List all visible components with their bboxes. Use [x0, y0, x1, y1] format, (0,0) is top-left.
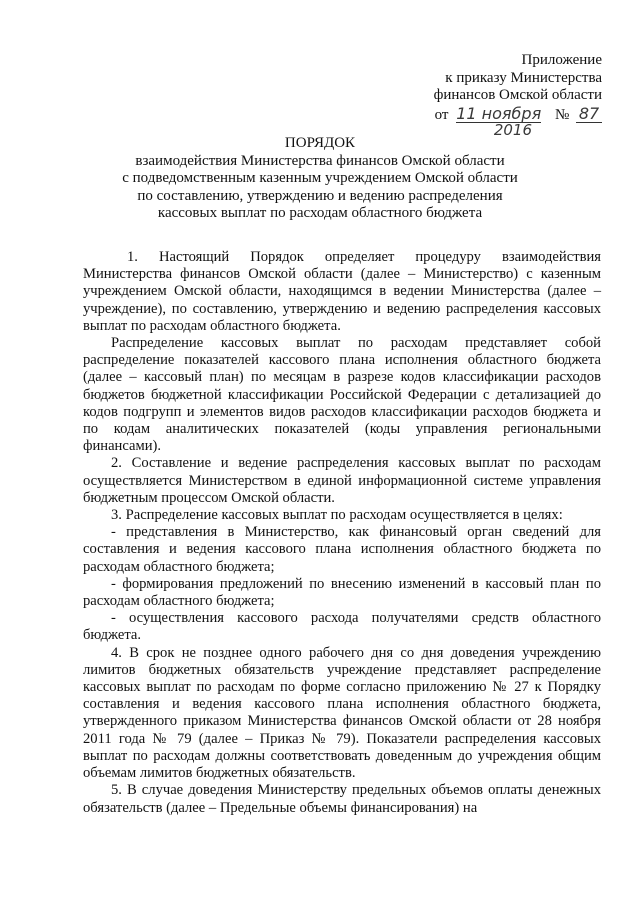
order-date-number — [402, 103, 602, 139]
paragraph-3-item-1: - представления в Министерство, как финансовый орган сведений для составления и ведения кассового плана исполнения областного бюджета по расходам областного бюджета; — [83, 524, 601, 575]
title-line-2: с подведомственным казенным учреждением Омской области — [122, 170, 518, 186]
paragraph-3: 3. Распределение кассовых выплат по расходам осуществляется в целях: — [111, 507, 563, 524]
number-label: № — [554, 106, 570, 123]
title-line-3: по составлению, утверждению и ведению распределения — [137, 187, 503, 204]
paragraph-1: 1. Настоящий Порядок определяет процедуру взаимодействия Министерства финансов Омской области (далее – Министерство) с казенным учреждением Омской области, находящимся в ведении Министерства (далее – учреждение), по составлению, утверждению и ведению распределения кассовых выплат по расходам областного бюджета. — [83, 249, 601, 334]
document-title — [100, 135, 540, 223]
from-label: от — [434, 106, 449, 123]
paragraph-2: 2. Составление и ведение распределения кассовых выплат по расходам осуществляется Министерством в единой информационной системе управления бюджетным процессом Омской области. — [83, 455, 601, 506]
paragraph-3-item-3: - осуществления кассового расхода получателями средств областного бюджета. — [83, 610, 601, 644]
title-heading: ПОРЯДОК — [284, 135, 356, 151]
handwritten-date: 11 ноября — [456, 103, 542, 123]
paragraph-5: 5. В случае доведения Министерству предельных объемов оплаты денежных обязательств (далее – Предельные объемы финансирования) на — [83, 782, 601, 816]
appendix-label: Приложение — [521, 52, 602, 68]
ministry-name: финансов Омской области — [433, 87, 602, 103]
paragraph-1-continued: Распределение кассовых выплат по расходам представляет собой распределение показателей кассового плана исполнения областного бюджета (далее – кассовый план) по месяцам в разрезе кодов классификации расходов бюджетов бюджетной классификации Российской Федерации с детализацией до кодов подгрупп и элементов видов расходов классификации расходов бюджета и по кодам аналитических показателей (коды управления региональными финансами). — [83, 335, 601, 455]
order-reference: к приказу Министерства — [445, 69, 602, 86]
handwritten-number: 87 — [576, 105, 602, 124]
paragraph-3-item-2: - формирования предложений по внесению изменений в кассовый план по расходам областного бюджета; — [83, 575, 601, 610]
appendix-header — [402, 52, 602, 139]
title-line-1: взаимодействия Министерства финансов Омской области — [135, 152, 505, 169]
title-line-4: кассовых выплат по расходам областного бюджета — [157, 205, 483, 221]
paragraph-4: 4. В срок не позднее одного рабочего дня со дня доведения учреждению лимитов бюджетных обязательств учреждение представляет распределение кассовых выплат по расходам по форме согласно приложению № 27 к Порядку составления и ведения кассового плана исполнения областного бюджета, утвержденного приказом Министерства финансов Омской области от 28 ноября 2011 года № 79 (далее – Приказ № 79). Показатели распределения кассовых выплат по расходам должны соответствовать доведенным до учреждения общим объемам лимитов бюджетных обязательств. — [83, 644, 601, 782]
document-body — [83, 249, 601, 817]
handwritten-year: 2016 — [493, 120, 532, 139]
